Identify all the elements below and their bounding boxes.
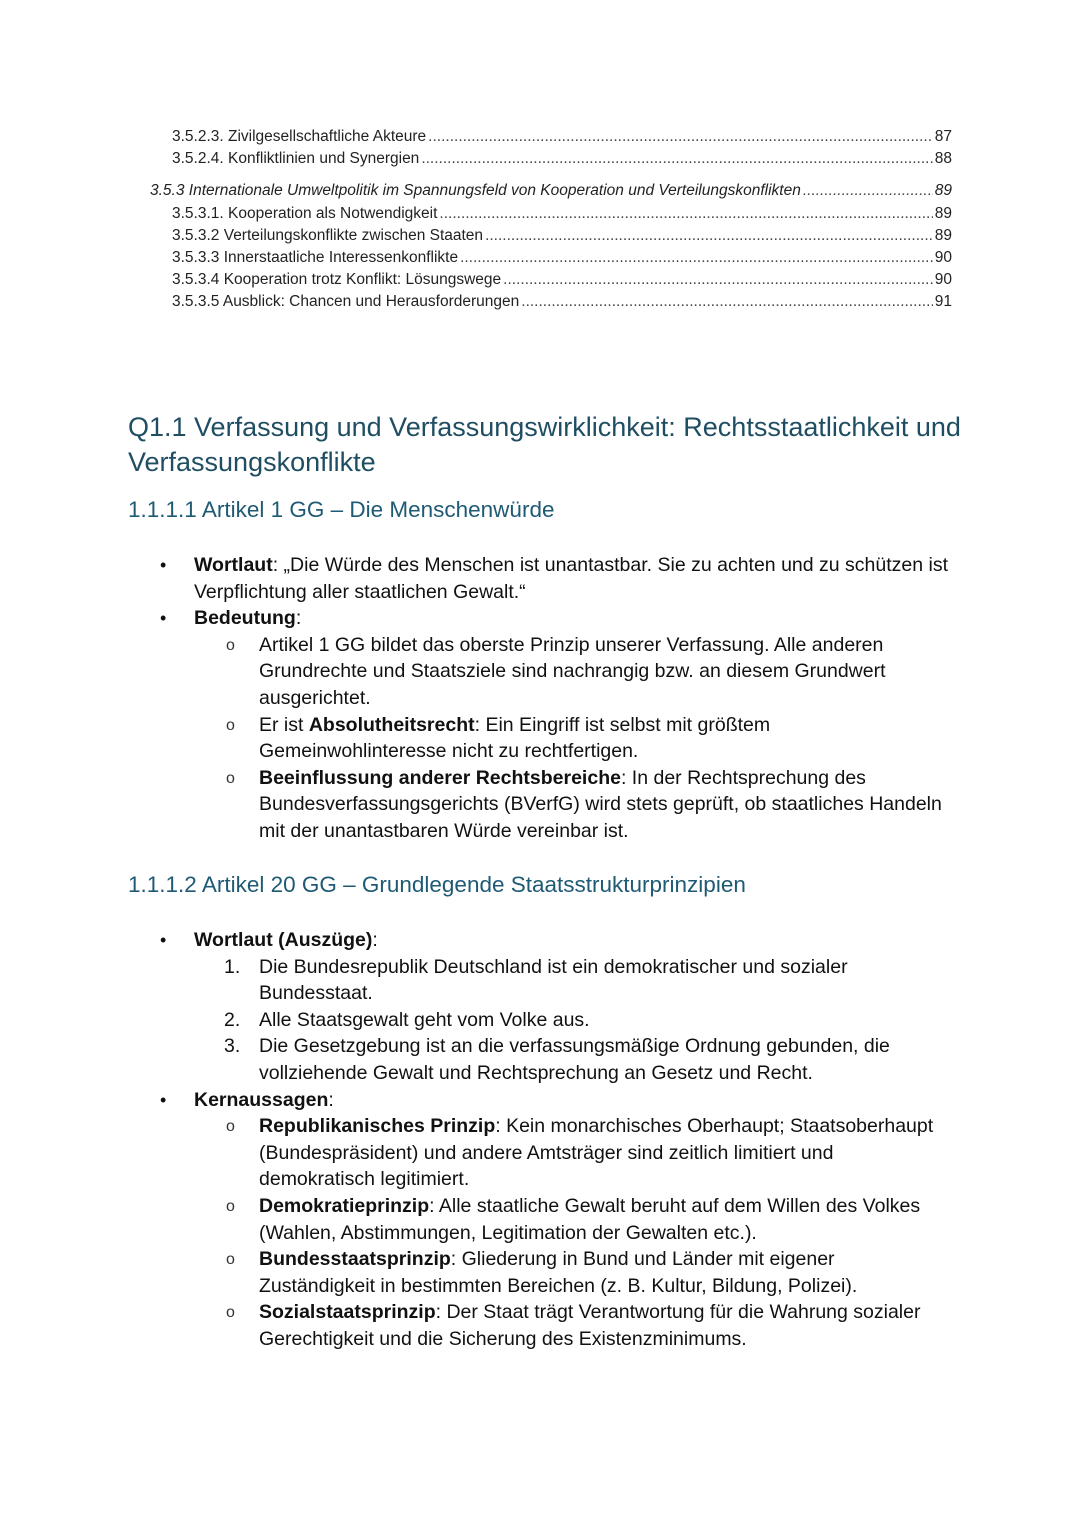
item-text: Alle Staatsgewalt geht vom Volke aus. [259,1008,590,1031]
bullet-icon: • [160,608,167,629]
item-text: : Alle staatliche Gewalt beruht auf dem Willen des Volkes (Wahlen, Abstimmungen, Legitimation der Gewalten etc.). [259,1194,921,1244]
numbered-item [160,954,950,1007]
colon: : [372,929,378,951]
item-text: Die Bundesrepublik Deutschland ist ein demokratischer und sozialer Bundesstaat. [259,955,848,1005]
toc-entry-label: 3.5.3.1. Kooperation als Notwendigkeit [172,204,438,222]
toc-entry-label: 3.5.3.5 Ausblick: Chancen und Herausforderungen [172,293,520,311]
toc-entry-label: 3.5.3.4 Kooperation trotz Konflikt: Lösungswege [172,271,502,289]
toc-leader-dots [521,293,932,311]
toc-page-number: 90 [934,248,952,266]
term-label: Wortlaut [194,554,273,576]
toc-entry[interactable] [150,293,952,315]
list-item-bedeutung [160,605,950,632]
colon: : [328,1088,334,1111]
numbered-item [160,1007,950,1034]
toc-leader-dots [803,182,933,200]
toc-entry[interactable] [150,271,952,293]
toc-leader-dots [421,150,932,168]
item-text: Artikel 1 GG bildet das oberste Prinzip unserer Verfassung. Alle anderen Grundrechte und Staatsziele sind nachrangig bzw. an diesem Grundwert ausgerichtet. [259,633,886,709]
toc-leader-dots [428,128,933,146]
item-text: Die Gesetzgebung ist an die verfassungsmäßige Ordnung gebunden, die vollziehende Gewalt und Rechtsprechung an Gesetz und Recht. [259,1035,890,1084]
numbered-item [160,1033,950,1086]
item-number: 2. [224,1008,241,1031]
circle-bullet-icon: o [226,769,235,787]
toc-entry-label: 3.5.3 Internationale Umweltpolitik im Spannungsfeld von Kooperation und Verteilungskonflikten [150,182,801,200]
item-text: : In der Rechtsprechung des Bundesverfassungsgerichts (BVerfG) wird stets geprüft, ob staatliches Handeln mit der unantastbaren Würde vereinbar ist. [259,766,942,842]
list-item-wortlaut [160,927,950,954]
section-article-20-body [160,927,950,1353]
toc-entry[interactable] [150,205,952,227]
circle-bullet-icon: o [226,716,235,734]
section-heading-article-20: 1.1.1.2 Artikel 20 GG – Grundlegende Staatsstrukturprinzipien [128,872,746,897]
section-heading-article-1: 1.1.1.1 Artikel 1 GG – Die Menschenwürde [128,497,555,522]
circle-bullet-icon: o [226,1197,235,1215]
term-label: Kernaussagen [194,1088,329,1111]
sub-list-item [160,1246,950,1299]
toc-leader-dots [503,271,933,289]
sub-list-item [160,712,950,765]
sub-list-item [160,1299,950,1352]
toc-entry[interactable] [150,150,952,172]
toc-entry-label: 3.5.3.2 Verteilungskonflikte zwischen Staaten [172,226,484,244]
term-label: Bedeutung [194,607,296,630]
item-text: : Kein monarchisches Oberhaupt; Staatsoberhaupt (Bundespräsident) und andere Amtsträger sind zeitlich limitiert und demokratisch legitimiert. [259,1115,934,1191]
circle-bullet-icon: o [226,1251,235,1269]
term-label: Sozialstaatsprinzip [259,1301,436,1324]
toc-entry[interactable] [150,182,952,204]
term-label: Republikanisches Prinzip [259,1115,496,1138]
circle-bullet-icon: o [226,1118,235,1136]
term-label: Absolutheitsrecht [308,713,475,736]
toc-page-number: 88 [934,150,952,168]
toc-entry-label: 3.5.2.3. Zivilgesellschaftliche Akteure [172,128,427,145]
toc-leader-dots [460,249,933,267]
sub-list-item [160,1113,950,1193]
sub-list-item [160,765,950,845]
toc-entry[interactable] [150,128,952,150]
toc-leader-dots [439,205,932,223]
toc-entry-label: 3.5.3.3 Innerstaatliche Interessenkonflikte [172,248,459,266]
item-text: Er ist [259,713,309,736]
toc-page-number: 89 [934,182,952,200]
bullet-icon: • [160,930,167,950]
term-label: Beeinflussung anderer Rechtsbereiche [259,766,621,789]
toc-entry[interactable] [150,227,952,249]
circle-bullet-icon: o [226,1304,235,1322]
list-item-wortlaut [160,552,950,605]
toc-page-number: 90 [934,271,952,289]
item-text: : Ein Eingriff ist selbst mit größtem Gemeinwohlinteresse nicht zu rechtfertigen. [259,713,771,763]
sub-list-item [160,632,950,712]
item-text: : Gliederung in Bund und Länder mit eigener Zuständigkeit in bestimmten Bereichen (z. B. Kultur, Bildung, Polizei). [259,1248,858,1297]
term-label: Wortlaut (Auszüge) [194,929,373,951]
toc-page-number: 89 [934,226,952,244]
sub-list-item [160,1193,950,1246]
list-item-kernaussagen [160,1087,950,1114]
bullet-icon: • [160,555,167,575]
table-of-contents [150,128,952,316]
toc-entry[interactable] [150,249,952,271]
colon: : [295,607,302,630]
section-article-1-body [160,552,950,845]
circle-bullet-icon: o [226,636,235,654]
toc-page-number: 87 [934,128,952,145]
chapter-title: Q1.1 Verfassung und Verfassungswirklichkeit: Rechtsstaatlichkeit und Verfassungskonflikte [128,412,961,477]
toc-entry-label: 3.5.2.4. Konfliktlinien und Synergien [172,150,420,168]
bullet-icon: • [160,1089,167,1110]
toc-page-number: 89 [934,204,952,222]
toc-page-number: 91 [934,293,952,311]
item-number: 3. [224,1035,241,1058]
term-label: Bundesstaatsprinzip [259,1248,451,1271]
item-number: 1. [224,955,241,978]
item-text: : Der Staat trägt Verantwortung für die Wahrung sozialer Gerechtigkeit und die Sicherung des Existenzminimums. [259,1301,921,1350]
quote-text: : „Die Würde des Menschen ist unantastbar. Sie zu achten und zu schützen ist Verpflichtung aller staatlichen Gewalt.“ [194,554,949,603]
toc-leader-dots [485,227,933,245]
term-label: Demokratieprinzip [259,1194,430,1217]
